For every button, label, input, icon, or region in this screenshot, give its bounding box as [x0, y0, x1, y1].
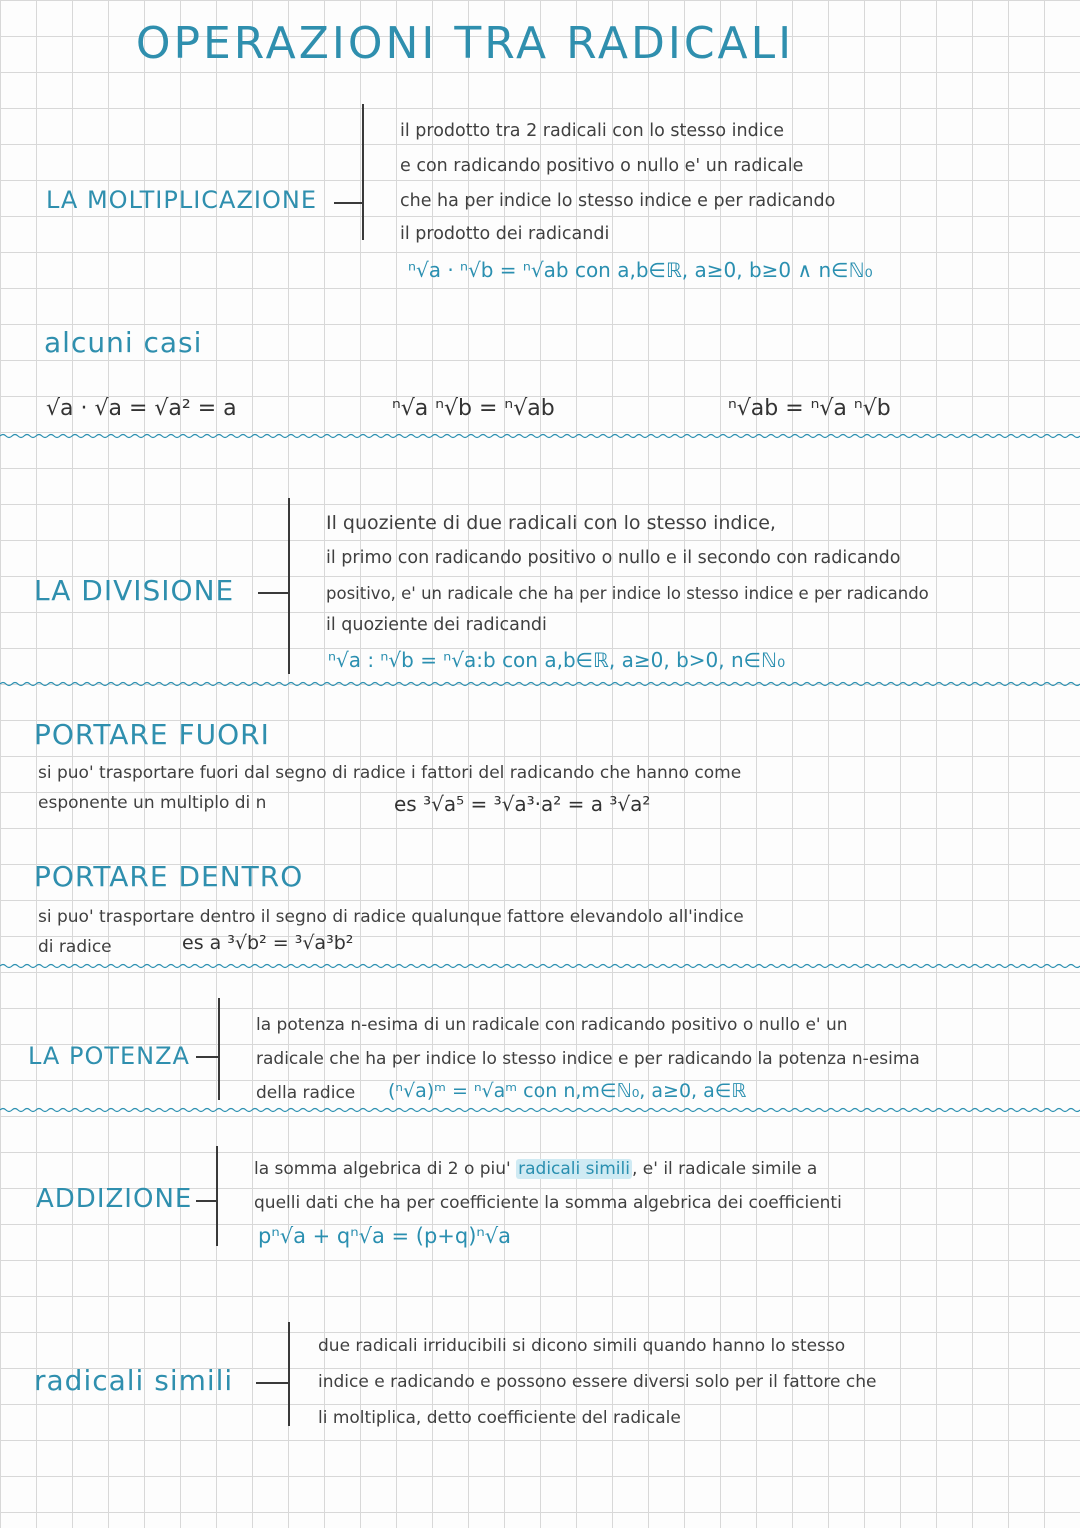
simili-line: li moltiplica, detto coefficiente del radicale	[318, 1408, 681, 1428]
addizione-label: ADDIZIONE	[36, 1184, 193, 1214]
potenza-line: della radice	[256, 1083, 356, 1103]
multiplication-label: LA MOLTIPLICAZIONE	[46, 186, 317, 214]
portare-fuori-example: es ³√a⁵ = ³√a³·a² = a ³√a²	[394, 792, 651, 816]
potenza-label: LA POTENZA	[28, 1042, 190, 1070]
radicali-simili-highlight: radicali simili	[518, 1159, 630, 1179]
case-item: √a · √a = √a² = a	[46, 396, 237, 421]
addizione-connector	[196, 1200, 216, 1202]
division-formula: ⁿ√a : ⁿ√b = ⁿ√a:b con a,b∈ℝ, a≥0, b>0, n∈ℕ₀	[328, 648, 786, 672]
potenza-line: radicale che ha per indice lo stesso indice e per radicando la potenza n-esima	[256, 1049, 920, 1069]
multiplication-line: il prodotto tra 2 radicali con lo stesso indice	[400, 121, 784, 141]
addizione-line	[254, 1152, 842, 1186]
cases-label: alcuni casi	[44, 326, 203, 359]
portare-fuori-line: esponente un multiplo di n	[38, 793, 267, 813]
addizione-formula: pⁿ√a + qⁿ√a = (p+q)ⁿ√a	[258, 1224, 512, 1248]
addizione-bracket	[216, 1146, 218, 1246]
division-connector	[258, 592, 288, 594]
multiplication-line: e con radicando positivo o nullo e' un radicale	[400, 156, 804, 176]
case-item: ⁿ√a ⁿ√b = ⁿ√ab	[392, 396, 555, 421]
wavy-divider	[0, 963, 1080, 969]
portare-dentro-text	[38, 902, 744, 962]
case-item: ⁿ√ab = ⁿ√a ⁿ√b	[728, 396, 891, 421]
simili-bracket	[288, 1322, 290, 1426]
simili-line: indice e radicando e possono essere diversi solo per il fattore che	[318, 1372, 877, 1392]
wavy-divider	[0, 1107, 1080, 1113]
multiplication-bracket	[362, 104, 364, 240]
portare-dentro-heading: PORTARE DENTRO	[34, 860, 304, 893]
addizione-definition	[254, 1152, 842, 1220]
potenza-bracket	[218, 998, 220, 1100]
multiplication-line: che ha per indice lo stesso indice e per radicando	[400, 191, 836, 211]
division-line: il quoziente dei radicandi	[326, 615, 547, 635]
simili-label: radicali simili	[34, 1364, 234, 1397]
multiplication-definition	[400, 114, 835, 249]
potenza-line: la potenza n-esima di un radicale con radicando positivo o nullo e' un	[256, 1015, 848, 1035]
portare-dentro-line: si puo' trasportare dentro il segno di radice qualunque fattore elevandolo all'indice	[38, 907, 744, 927]
multiplication-line: il prodotto dei radicandi	[400, 224, 610, 244]
division-line: Il quoziente di due radicali con lo stesso indice,	[326, 512, 776, 534]
simili-line: due radicali irriducibili si dicono simili quando hanno lo stesso	[318, 1336, 846, 1356]
division-label: LA DIVISIONE	[34, 574, 235, 607]
portare-fuori-heading: PORTARE FUORI	[34, 718, 270, 751]
wavy-divider	[0, 681, 1080, 687]
multiplication-formula: ⁿ√a · ⁿ√b = ⁿ√ab con a,b∈ℝ, a≥0, b≥0 ∧ n∈ℕ₀	[408, 258, 873, 282]
portare-fuori-line: si puo' trasportare fuori dal segno di radice i fattori del radicando che hanno come	[38, 763, 742, 783]
division-line: positivo, e' un radicale che ha per indice lo stesso indice e per radicando	[326, 584, 929, 603]
portare-dentro-line: di radice	[38, 937, 112, 957]
division-definition	[326, 506, 929, 639]
simili-connector	[256, 1382, 288, 1384]
simili-definition	[318, 1328, 876, 1436]
addizione-text: , e' il radicale simile a	[631, 1159, 818, 1179]
page-title: OPERAZIONI TRA RADICALI	[135, 18, 795, 69]
portare-dentro-example: es a ³√b² = ³√a³b²	[182, 932, 354, 954]
potenza-formula: (ⁿ√a)ᵐ = ⁿ√aᵐ con n,m∈ℕ₀, a≥0, a∈ℝ	[388, 1080, 747, 1102]
division-line: il primo con radicando positivo o nullo e il secondo con radicando	[326, 548, 901, 568]
wavy-divider	[0, 433, 1080, 439]
addizione-line: quelli dati che ha per coefficiente la somma algebrica dei coefficienti	[254, 1193, 842, 1213]
multiplication-connector	[334, 202, 362, 204]
division-bracket	[288, 498, 290, 674]
potenza-connector	[196, 1056, 218, 1058]
addizione-text: la somma algebrica di 2 o piu'	[254, 1159, 511, 1179]
